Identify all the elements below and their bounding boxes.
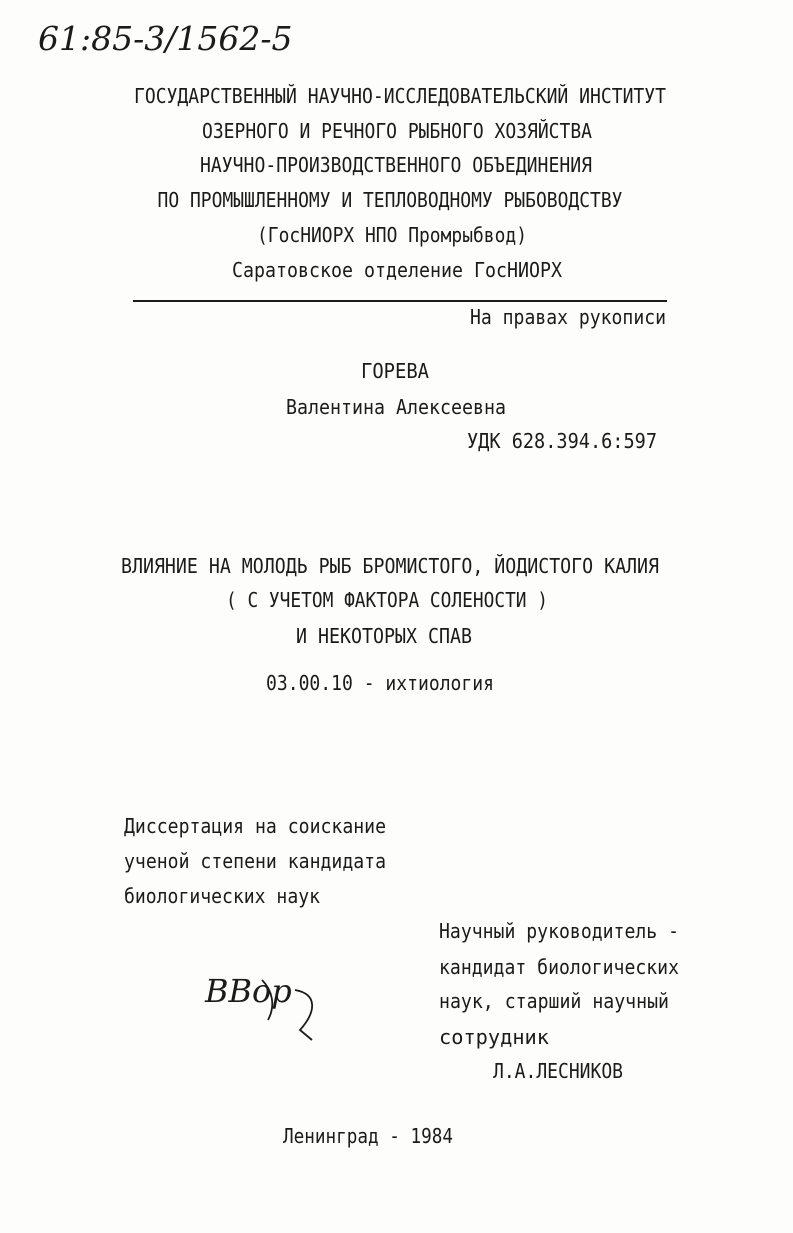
degree-line-2: ученой степени кандидата <box>124 849 386 873</box>
supervisor-name: Л.А.ЛЕСНИКОВ <box>493 1059 623 1083</box>
supervisor-line-1: Научный руководитель - <box>439 919 679 943</box>
place-year: Ленинград - 1984 <box>283 1124 453 1148</box>
supervisor-block <box>439 919 679 1083</box>
degree-line-1: Диссертация на соискание <box>124 814 386 838</box>
specialty: 03.00.10 - ихтиология <box>266 671 494 695</box>
institute-line-2: ОЗЕРНОГО И РЕЧНОГО РЫБНОГО ХОЗЯЙСТВА <box>202 119 592 143</box>
supervisor-line-3: наук, старший научный <box>439 989 669 1013</box>
degree-statement <box>124 814 386 908</box>
author-given-names: Валентина Алексеевна <box>286 395 506 419</box>
title-line-3: И НЕКОТОРЫХ СПАВ <box>296 624 472 648</box>
author-surname: ГОРЕВА <box>361 359 429 383</box>
institute-line-3: НАУЧНО-ПРОИЗВОДСТВЕННОГО ОБЪЕДИНЕНИЯ <box>200 153 592 177</box>
institute-line-1: ГОСУДАРСТВЕННЫЙ НАУЧНО-ИССЛЕДОВАТЕЛЬСКИЙ ИНСТИТУТ <box>134 84 666 108</box>
dissertation-title <box>121 554 659 648</box>
institute-header <box>134 84 666 282</box>
institute-line-5: (ГосНИОРХ НПО Промрыбвод) <box>257 223 527 247</box>
institute-line-4: ПО ПРОМЫШЛЕННОМУ И ТЕПЛОВОДНОМУ РЫБОВОДСТВУ <box>157 188 623 212</box>
udc-code: УДК 628.394.6:597 <box>467 429 657 453</box>
archive-code: 61:85-3/1562-5 <box>38 19 293 58</box>
supervisor-line-4: сотрудник <box>439 1025 549 1049</box>
supervisor-line-2: кандидат биологических <box>439 955 679 979</box>
handwritten-signature: ВВор <box>205 972 292 1010</box>
title-line-2: ( С УЧЕТОМ ФАКТОРА СОЛЕНОСТИ ) <box>226 588 548 612</box>
institute-line-6: Саратовское отделение ГосНИОРХ <box>232 258 562 282</box>
degree-line-3: биологических наук <box>124 884 320 908</box>
title-line-1: ВЛИЯНИЕ НА МОЛОДЬ РЫБ БРОМИСТОГО, ЙОДИСТОГО КАЛИЯ <box>121 554 659 578</box>
manuscript-note: На правах рукописи <box>470 305 666 329</box>
